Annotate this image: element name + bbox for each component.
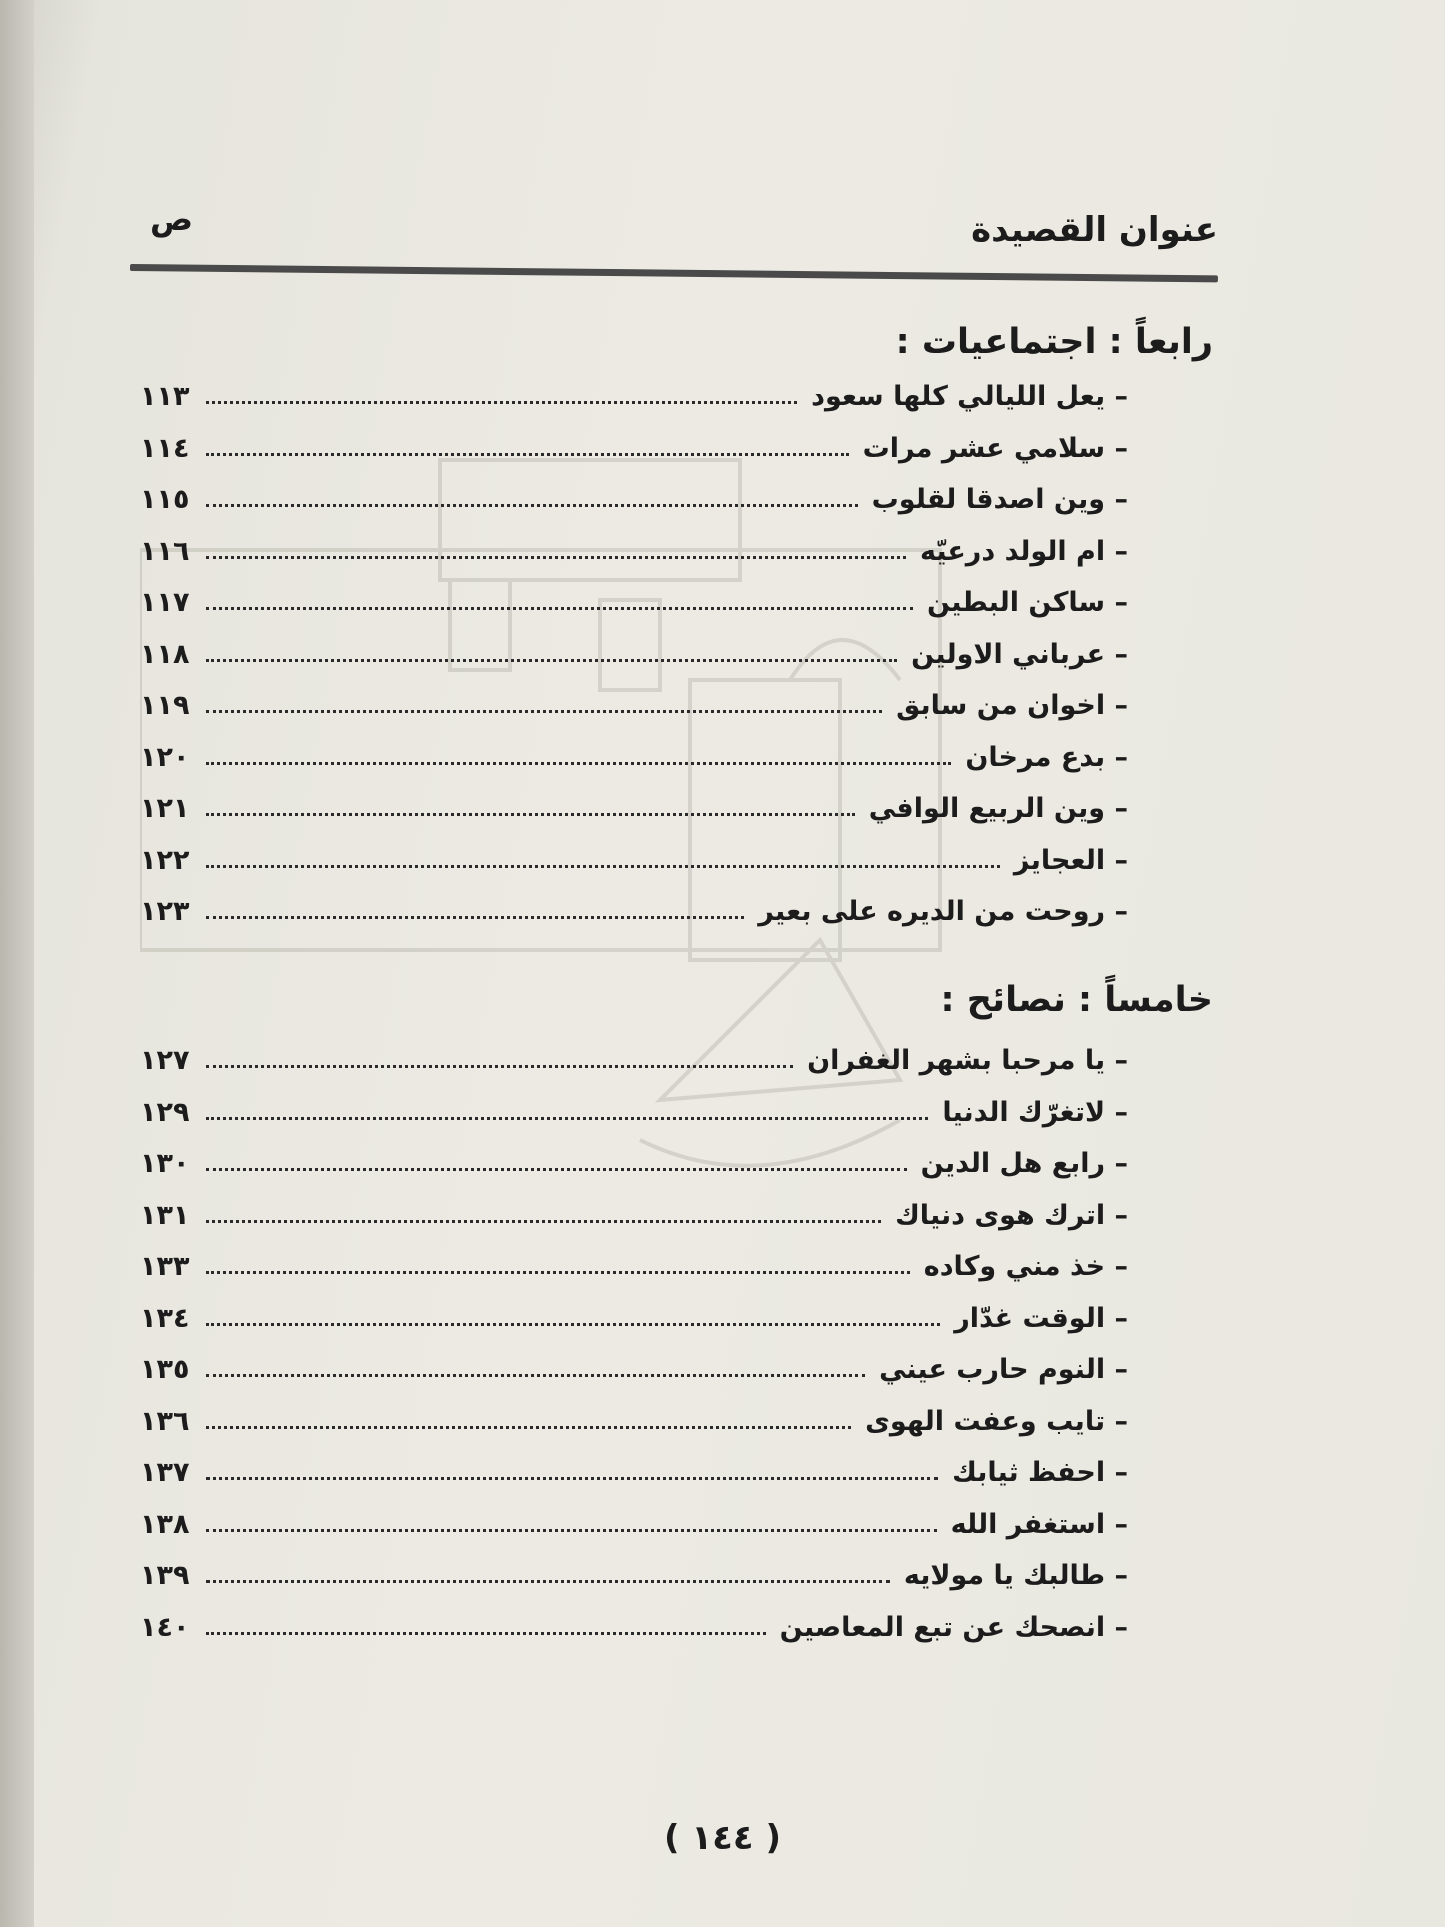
toc-entry bbox=[140, 784, 1128, 824]
entry-title: – عرباني الاولين bbox=[911, 639, 1128, 670]
dot-leader bbox=[206, 1528, 937, 1532]
dot-leader bbox=[206, 606, 913, 610]
entry-page-number: ١٣٨ bbox=[140, 1509, 190, 1540]
entry-title: – طالبك يا مولايه bbox=[903, 1560, 1128, 1591]
toc-entry bbox=[140, 1551, 1128, 1591]
dot-leader bbox=[206, 400, 797, 404]
entry-title: – خذ مني وكاده bbox=[923, 1251, 1128, 1282]
entry-title: – الوقت غدّار bbox=[954, 1303, 1128, 1334]
toc-entry bbox=[140, 527, 1128, 567]
dot-leader bbox=[206, 864, 1000, 868]
dot-leader bbox=[206, 555, 906, 559]
section-title: رابعاً : اجتماعيات : bbox=[895, 322, 1213, 362]
dot-leader bbox=[206, 1219, 881, 1223]
entry-page-number: ١١٤ bbox=[140, 433, 190, 464]
dot-leader bbox=[206, 1476, 938, 1480]
entry-title: – استغفر الله bbox=[950, 1509, 1128, 1540]
section-title: خامساً : نصائح : bbox=[940, 980, 1213, 1020]
entry-title: – وين اصدقا لقلوب bbox=[871, 484, 1128, 515]
entry-title: – يعل الليالي كلها سعود bbox=[811, 381, 1128, 412]
toc-entry bbox=[140, 1448, 1128, 1488]
dot-leader bbox=[206, 658, 897, 662]
toc-entry bbox=[140, 681, 1128, 721]
entry-page-number: ١٢٠ bbox=[140, 742, 190, 773]
entry-page-number: ١١٥ bbox=[140, 484, 190, 515]
entry-page-number: ١٣٣ bbox=[140, 1251, 190, 1282]
entry-title: – وين الربيع الوافي bbox=[868, 793, 1128, 824]
entry-title: – يا مرحبا بشهر الغفران bbox=[807, 1045, 1128, 1076]
entry-title: – ام الولد درعيّه bbox=[919, 536, 1128, 567]
entry-page-number: ١٢٧ bbox=[140, 1045, 190, 1076]
entry-page-number: ١١٧ bbox=[140, 587, 190, 618]
entry-title: – سلامي عشر مرات bbox=[862, 433, 1128, 464]
entry-title: – العجايز bbox=[1013, 845, 1128, 876]
entry-title: – رابع هل الدين bbox=[920, 1148, 1128, 1179]
header-page-col: ص bbox=[150, 200, 194, 238]
entry-page-number: ١٣٠ bbox=[140, 1148, 190, 1179]
dot-leader bbox=[206, 503, 858, 507]
header-poem-title: عنوان القصيدة bbox=[971, 210, 1218, 250]
dot-leader bbox=[206, 1631, 766, 1635]
dot-leader bbox=[206, 452, 849, 456]
dot-leader bbox=[206, 1579, 890, 1583]
entry-title: – احفظ ثيابك bbox=[952, 1457, 1128, 1488]
toc-entry bbox=[140, 1603, 1128, 1643]
toc-entry bbox=[140, 1345, 1128, 1385]
toc-entry bbox=[140, 1397, 1128, 1437]
dot-leader bbox=[206, 1373, 865, 1377]
toc-entry bbox=[140, 1500, 1128, 1540]
entry-page-number: ١٣٤ bbox=[140, 1303, 190, 1334]
entry-title: – تايب وعفت الهوى bbox=[865, 1406, 1128, 1437]
toc-entry bbox=[140, 1242, 1128, 1282]
entry-title: – النوم حارب عيني bbox=[879, 1354, 1128, 1385]
toc-entry bbox=[140, 1139, 1128, 1179]
toc-entry bbox=[140, 630, 1128, 670]
entry-page-number: ١٣٧ bbox=[140, 1457, 190, 1488]
toc-entry bbox=[140, 733, 1128, 773]
dot-leader bbox=[206, 1167, 907, 1171]
entry-page-number: ١٢١ bbox=[140, 793, 190, 824]
entry-page-number: ١١٣ bbox=[140, 381, 190, 412]
entry-title: – بدع مرخان bbox=[965, 742, 1128, 773]
entry-page-number: ١٢٩ bbox=[140, 1097, 190, 1128]
entry-page-number: ١٢٢ bbox=[140, 845, 190, 876]
toc-entry bbox=[140, 424, 1128, 464]
entry-page-number: ١٣٥ bbox=[140, 1354, 190, 1385]
page-number: ( ١٤٤ ) bbox=[663, 1818, 782, 1858]
toc-entry bbox=[140, 887, 1128, 927]
dot-leader bbox=[206, 915, 744, 919]
toc-entry bbox=[140, 1294, 1128, 1334]
dot-leader bbox=[206, 1064, 793, 1068]
toc-entry bbox=[140, 1088, 1128, 1128]
entry-title: – لاتغرّك الدنيا bbox=[942, 1097, 1128, 1128]
dot-leader bbox=[206, 1425, 851, 1429]
dot-leader bbox=[206, 709, 882, 713]
dot-leader bbox=[206, 1116, 928, 1120]
entry-title: – ساكن البطين bbox=[926, 587, 1128, 618]
toc-entry bbox=[140, 475, 1128, 515]
entry-page-number: ١٣٦ bbox=[140, 1406, 190, 1437]
entry-page-number: ١١٨ bbox=[140, 639, 190, 670]
entry-page-number: ١١٦ bbox=[140, 536, 190, 567]
dot-leader bbox=[206, 812, 855, 816]
dot-leader bbox=[206, 761, 951, 765]
toc-entry bbox=[140, 1191, 1128, 1231]
dot-leader bbox=[206, 1322, 940, 1326]
entry-page-number: ١٣٩ bbox=[140, 1560, 190, 1591]
toc-entry bbox=[140, 578, 1128, 618]
toc-entry bbox=[140, 836, 1128, 876]
entry-page-number: ١٢٣ bbox=[140, 896, 190, 927]
entry-page-number: ١٣١ bbox=[140, 1200, 190, 1231]
toc-entry bbox=[140, 372, 1128, 412]
entry-title: – اترك هوى دنياك bbox=[895, 1200, 1128, 1231]
entry-page-number: ١١٩ bbox=[140, 690, 190, 721]
entry-title: – روحت من الديره على بعير bbox=[758, 896, 1128, 927]
entry-page-number: ١٤٠ bbox=[140, 1612, 190, 1643]
toc-entry bbox=[140, 1036, 1128, 1076]
entry-title: – انصحك عن تبع المعاصين bbox=[779, 1612, 1128, 1643]
dot-leader bbox=[206, 1270, 910, 1274]
entry-title: – اخوان من سابق bbox=[896, 690, 1128, 721]
